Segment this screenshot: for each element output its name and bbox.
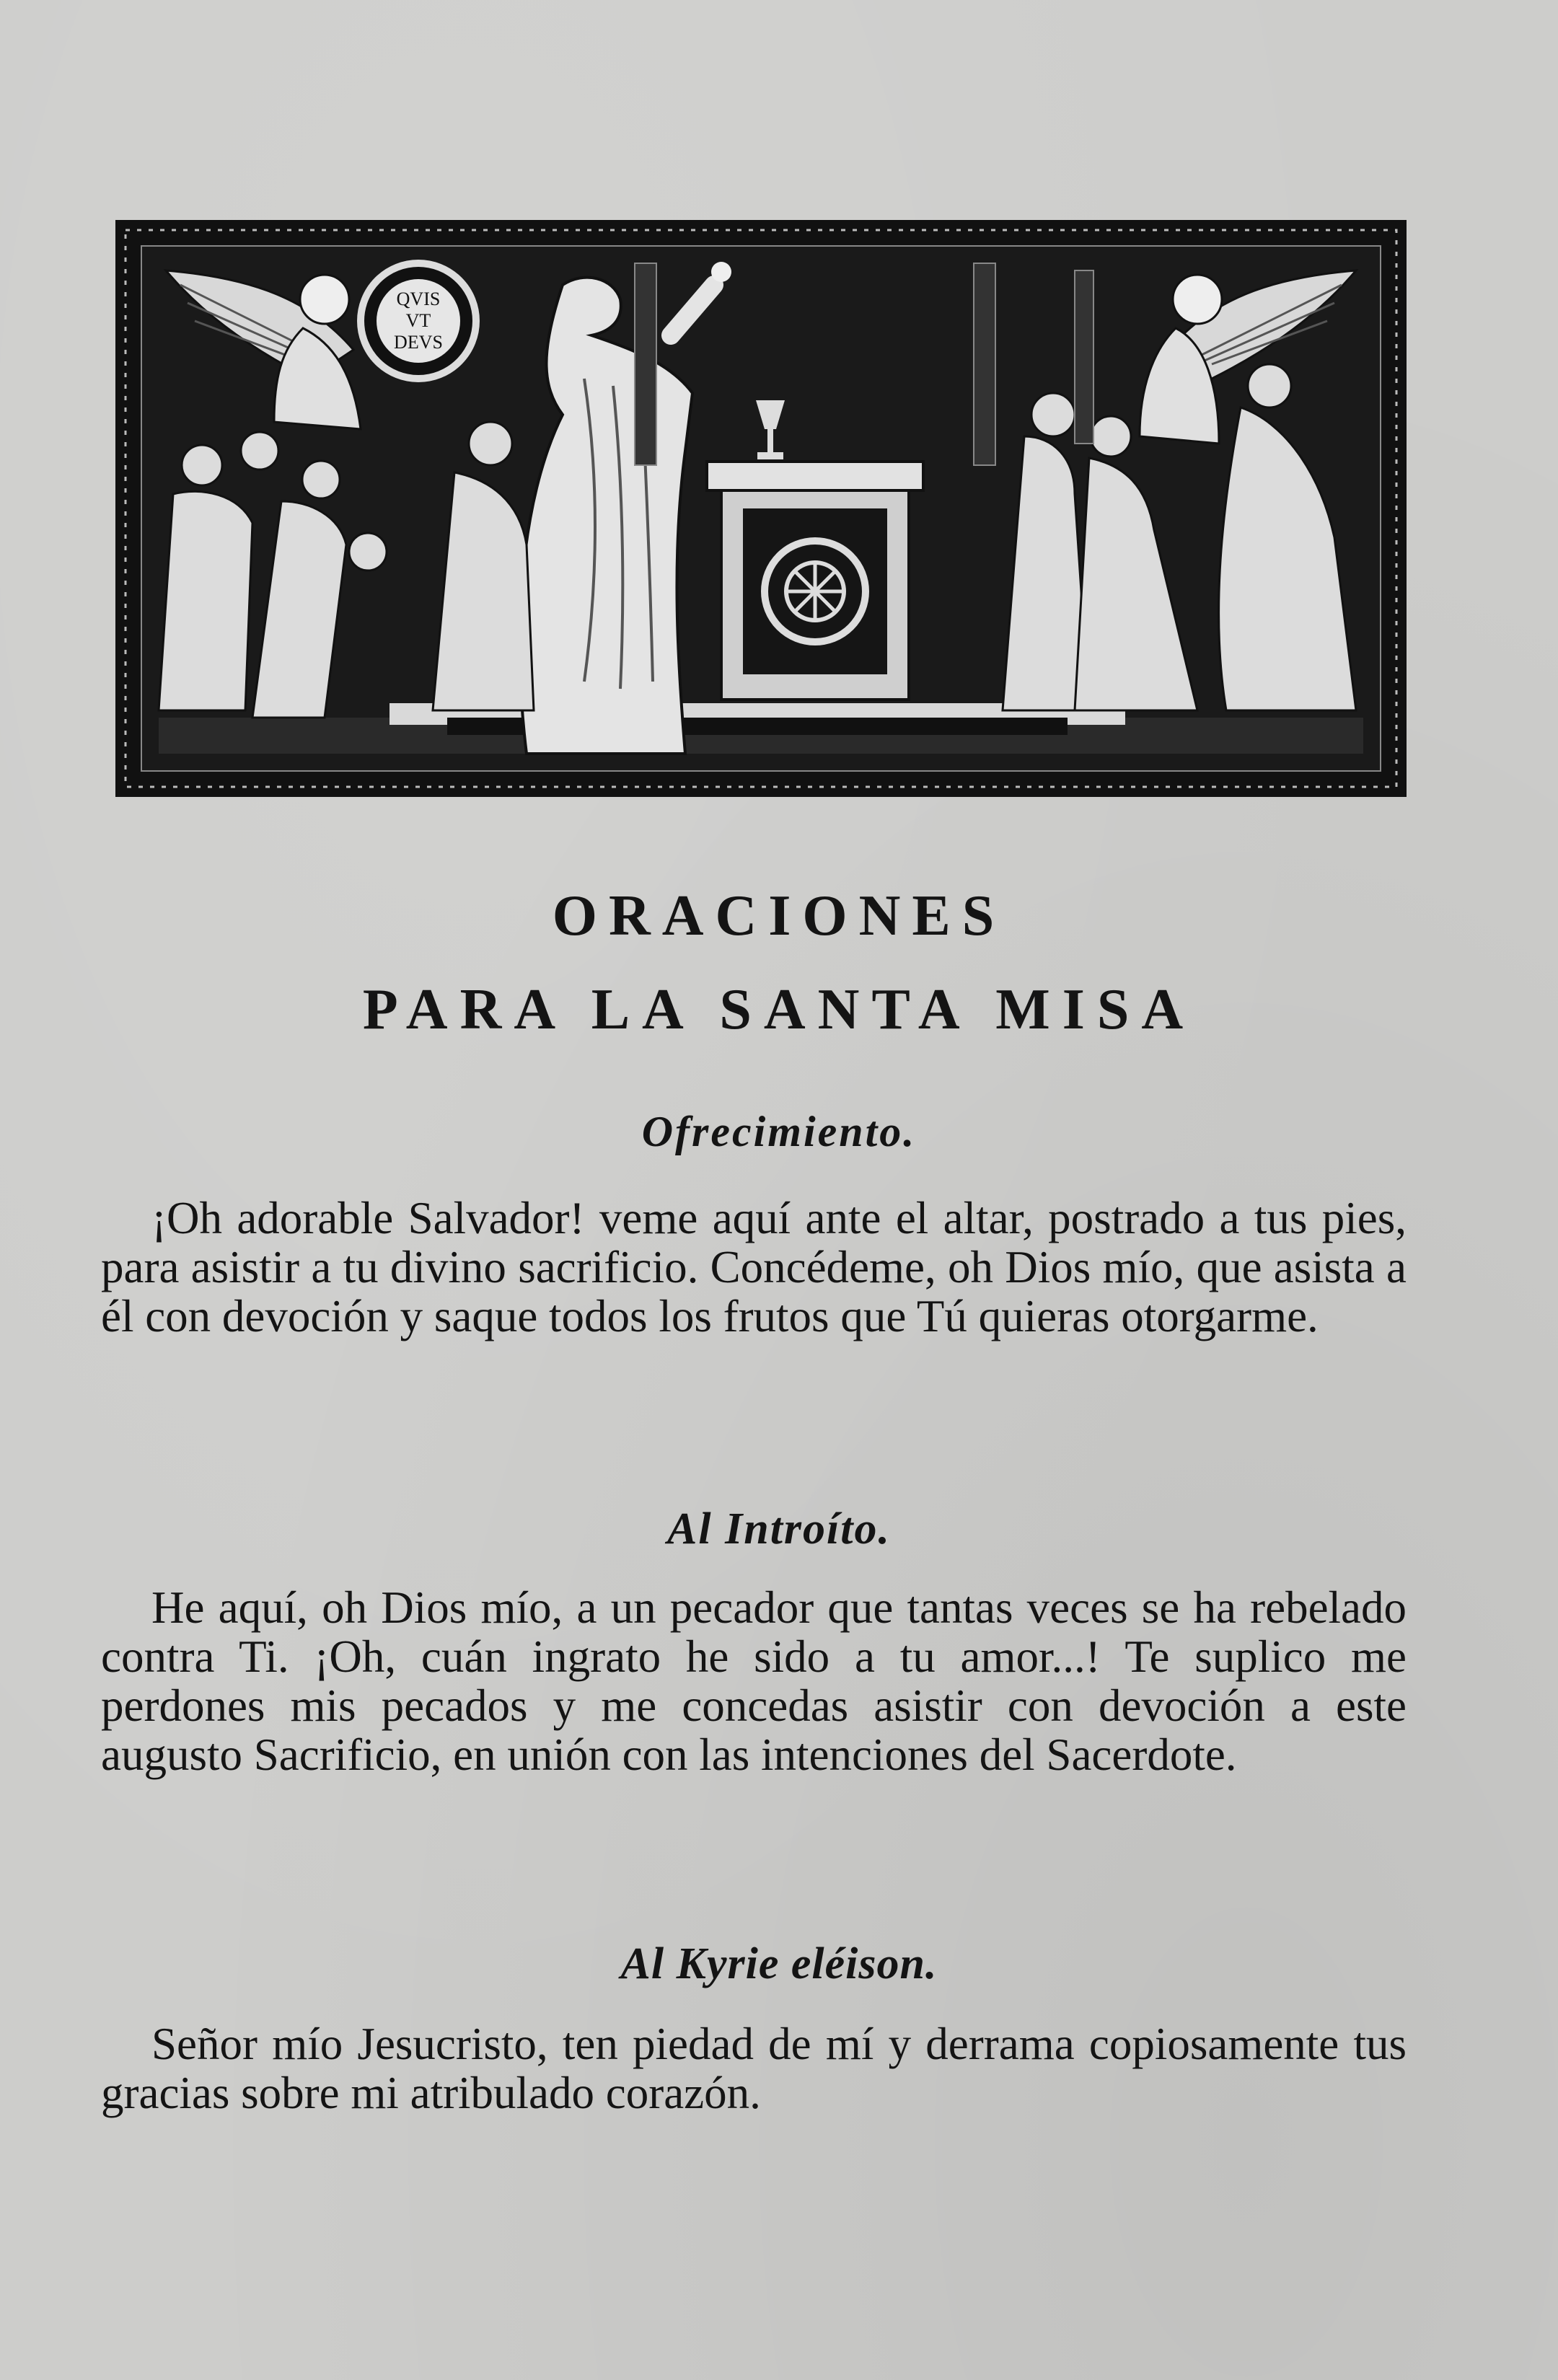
heading-kyrie: Al Kyrie eléison. bbox=[620, 1939, 938, 1988]
title-line-1: ORACIONES bbox=[552, 884, 1006, 948]
svg-text:VT: VT bbox=[405, 310, 431, 331]
svg-text:QVIS: QVIS bbox=[396, 288, 441, 309]
heading-introito: Al Introíto. bbox=[667, 1504, 891, 1553]
heading-ofrecimiento: Ofrecimiento. bbox=[641, 1108, 917, 1155]
paragraph-kyrie: Señor mío Jesucristo, ten piedad de mí y derrama copiosamente tus gracias sobre mi atribulado corazón. bbox=[101, 2019, 1407, 2118]
title-line-2: PARA LA SANTA MISA bbox=[362, 978, 1196, 1041]
mass-altar-engraving bbox=[115, 220, 1407, 797]
paragraph-ofrecimiento: ¡Oh adorable Salvador! veme aquí ante el altar, postrado a tus pies, para asistir a tu divino sacrificio. Concédeme, oh Dios mío, que asista a él con devoción y saque todos los frutos que Tú quieras otorgarme. bbox=[101, 1193, 1407, 1341]
paragraph-introito: He aquí, oh Dios mío, a un pecador que tantas veces se ha rebelado contra Ti. ¡Oh, cuán ingrato he sido a tu amor...! Te suplico me perdones mis pecados y me concedas asistir con devoción a este augusto Sacrificio, en unión con las intenciones del Sacerdote. bbox=[101, 1582, 1407, 1780]
svg-text:DEVS: DEVS bbox=[394, 332, 443, 353]
